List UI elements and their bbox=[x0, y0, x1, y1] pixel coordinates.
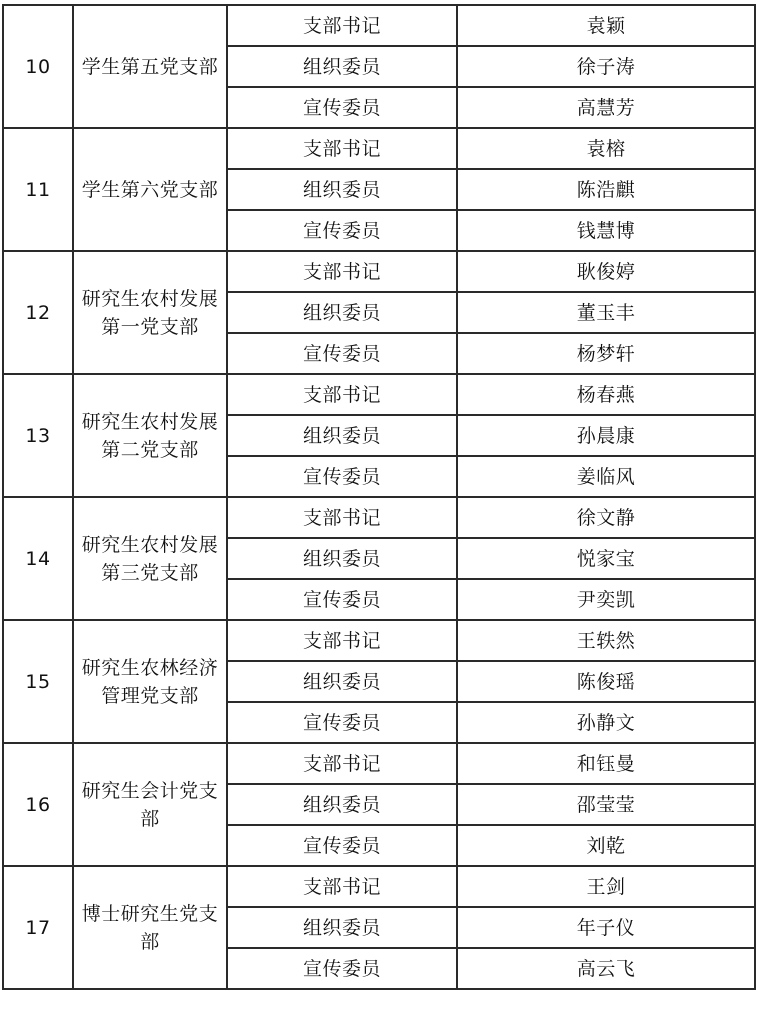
role-cell: 支部书记 bbox=[227, 5, 457, 46]
role-cell: 支部书记 bbox=[227, 497, 457, 538]
table-body bbox=[3, 5, 755, 989]
table-row bbox=[3, 497, 755, 538]
table-row bbox=[3, 5, 755, 46]
member-name-cell: 钱慧博 bbox=[457, 210, 755, 251]
member-name-cell: 尹奕凯 bbox=[457, 579, 755, 620]
branch-number-cell: 17 bbox=[3, 866, 73, 989]
member-name-cell: 徐子涛 bbox=[457, 46, 755, 87]
member-name-cell: 刘乾 bbox=[457, 825, 755, 866]
role-cell: 组织委员 bbox=[227, 46, 457, 87]
party-branch-table bbox=[2, 4, 756, 990]
member-name-cell: 陈浩麒 bbox=[457, 169, 755, 210]
table-row bbox=[3, 251, 755, 292]
member-name-cell: 姜临风 bbox=[457, 456, 755, 497]
member-name-cell: 和钰曼 bbox=[457, 743, 755, 784]
member-name-cell: 陈俊瑶 bbox=[457, 661, 755, 702]
table-row bbox=[3, 620, 755, 661]
branch-number-cell: 11 bbox=[3, 128, 73, 251]
branch-name-cell: 研究生农村发展第三党支部 bbox=[73, 497, 227, 620]
branch-number-cell: 10 bbox=[3, 5, 73, 128]
role-cell: 支部书记 bbox=[227, 743, 457, 784]
role-cell: 宣传委员 bbox=[227, 87, 457, 128]
member-name-cell: 袁颖 bbox=[457, 5, 755, 46]
member-name-cell: 高慧芳 bbox=[457, 87, 755, 128]
role-cell: 组织委员 bbox=[227, 907, 457, 948]
member-name-cell: 杨春燕 bbox=[457, 374, 755, 415]
member-name-cell: 高云飞 bbox=[457, 948, 755, 989]
role-cell: 宣传委员 bbox=[227, 825, 457, 866]
branch-name-cell: 博士研究生党支部 bbox=[73, 866, 227, 989]
member-name-cell: 悦家宝 bbox=[457, 538, 755, 579]
branch-name-cell: 学生第五党支部 bbox=[73, 5, 227, 128]
member-name-cell: 邵莹莹 bbox=[457, 784, 755, 825]
branch-number-cell: 16 bbox=[3, 743, 73, 866]
role-cell: 组织委员 bbox=[227, 784, 457, 825]
role-cell: 支部书记 bbox=[227, 620, 457, 661]
role-cell: 支部书记 bbox=[227, 251, 457, 292]
branch-name-cell: 研究生会计党支部 bbox=[73, 743, 227, 866]
role-cell: 支部书记 bbox=[227, 866, 457, 907]
table-row bbox=[3, 128, 755, 169]
branch-number-cell: 13 bbox=[3, 374, 73, 497]
role-cell: 组织委员 bbox=[227, 538, 457, 579]
table-row bbox=[3, 866, 755, 907]
role-cell: 组织委员 bbox=[227, 292, 457, 333]
member-name-cell: 王剑 bbox=[457, 866, 755, 907]
role-cell: 宣传委员 bbox=[227, 333, 457, 374]
branch-name-cell: 研究生农村发展第一党支部 bbox=[73, 251, 227, 374]
member-name-cell: 袁榕 bbox=[457, 128, 755, 169]
member-name-cell: 年子仪 bbox=[457, 907, 755, 948]
branch-number-cell: 14 bbox=[3, 497, 73, 620]
branch-name-cell: 研究生农村发展第二党支部 bbox=[73, 374, 227, 497]
role-cell: 宣传委员 bbox=[227, 702, 457, 743]
branch-name-cell: 学生第六党支部 bbox=[73, 128, 227, 251]
role-cell: 组织委员 bbox=[227, 169, 457, 210]
role-cell: 宣传委员 bbox=[227, 948, 457, 989]
member-name-cell: 孙晨康 bbox=[457, 415, 755, 456]
branch-number-cell: 15 bbox=[3, 620, 73, 743]
role-cell: 宣传委员 bbox=[227, 210, 457, 251]
branch-name-cell: 研究生农林经济管理党支部 bbox=[73, 620, 227, 743]
member-name-cell: 杨梦轩 bbox=[457, 333, 755, 374]
member-name-cell: 王轶然 bbox=[457, 620, 755, 661]
member-name-cell: 董玉丰 bbox=[457, 292, 755, 333]
branch-number-cell: 12 bbox=[3, 251, 73, 374]
role-cell: 组织委员 bbox=[227, 415, 457, 456]
member-name-cell: 徐文静 bbox=[457, 497, 755, 538]
role-cell: 支部书记 bbox=[227, 128, 457, 169]
member-name-cell: 耿俊婷 bbox=[457, 251, 755, 292]
role-cell: 宣传委员 bbox=[227, 579, 457, 620]
table-row bbox=[3, 374, 755, 415]
table-row bbox=[3, 743, 755, 784]
role-cell: 支部书记 bbox=[227, 374, 457, 415]
role-cell: 组织委员 bbox=[227, 661, 457, 702]
role-cell: 宣传委员 bbox=[227, 456, 457, 497]
member-name-cell: 孙静文 bbox=[457, 702, 755, 743]
